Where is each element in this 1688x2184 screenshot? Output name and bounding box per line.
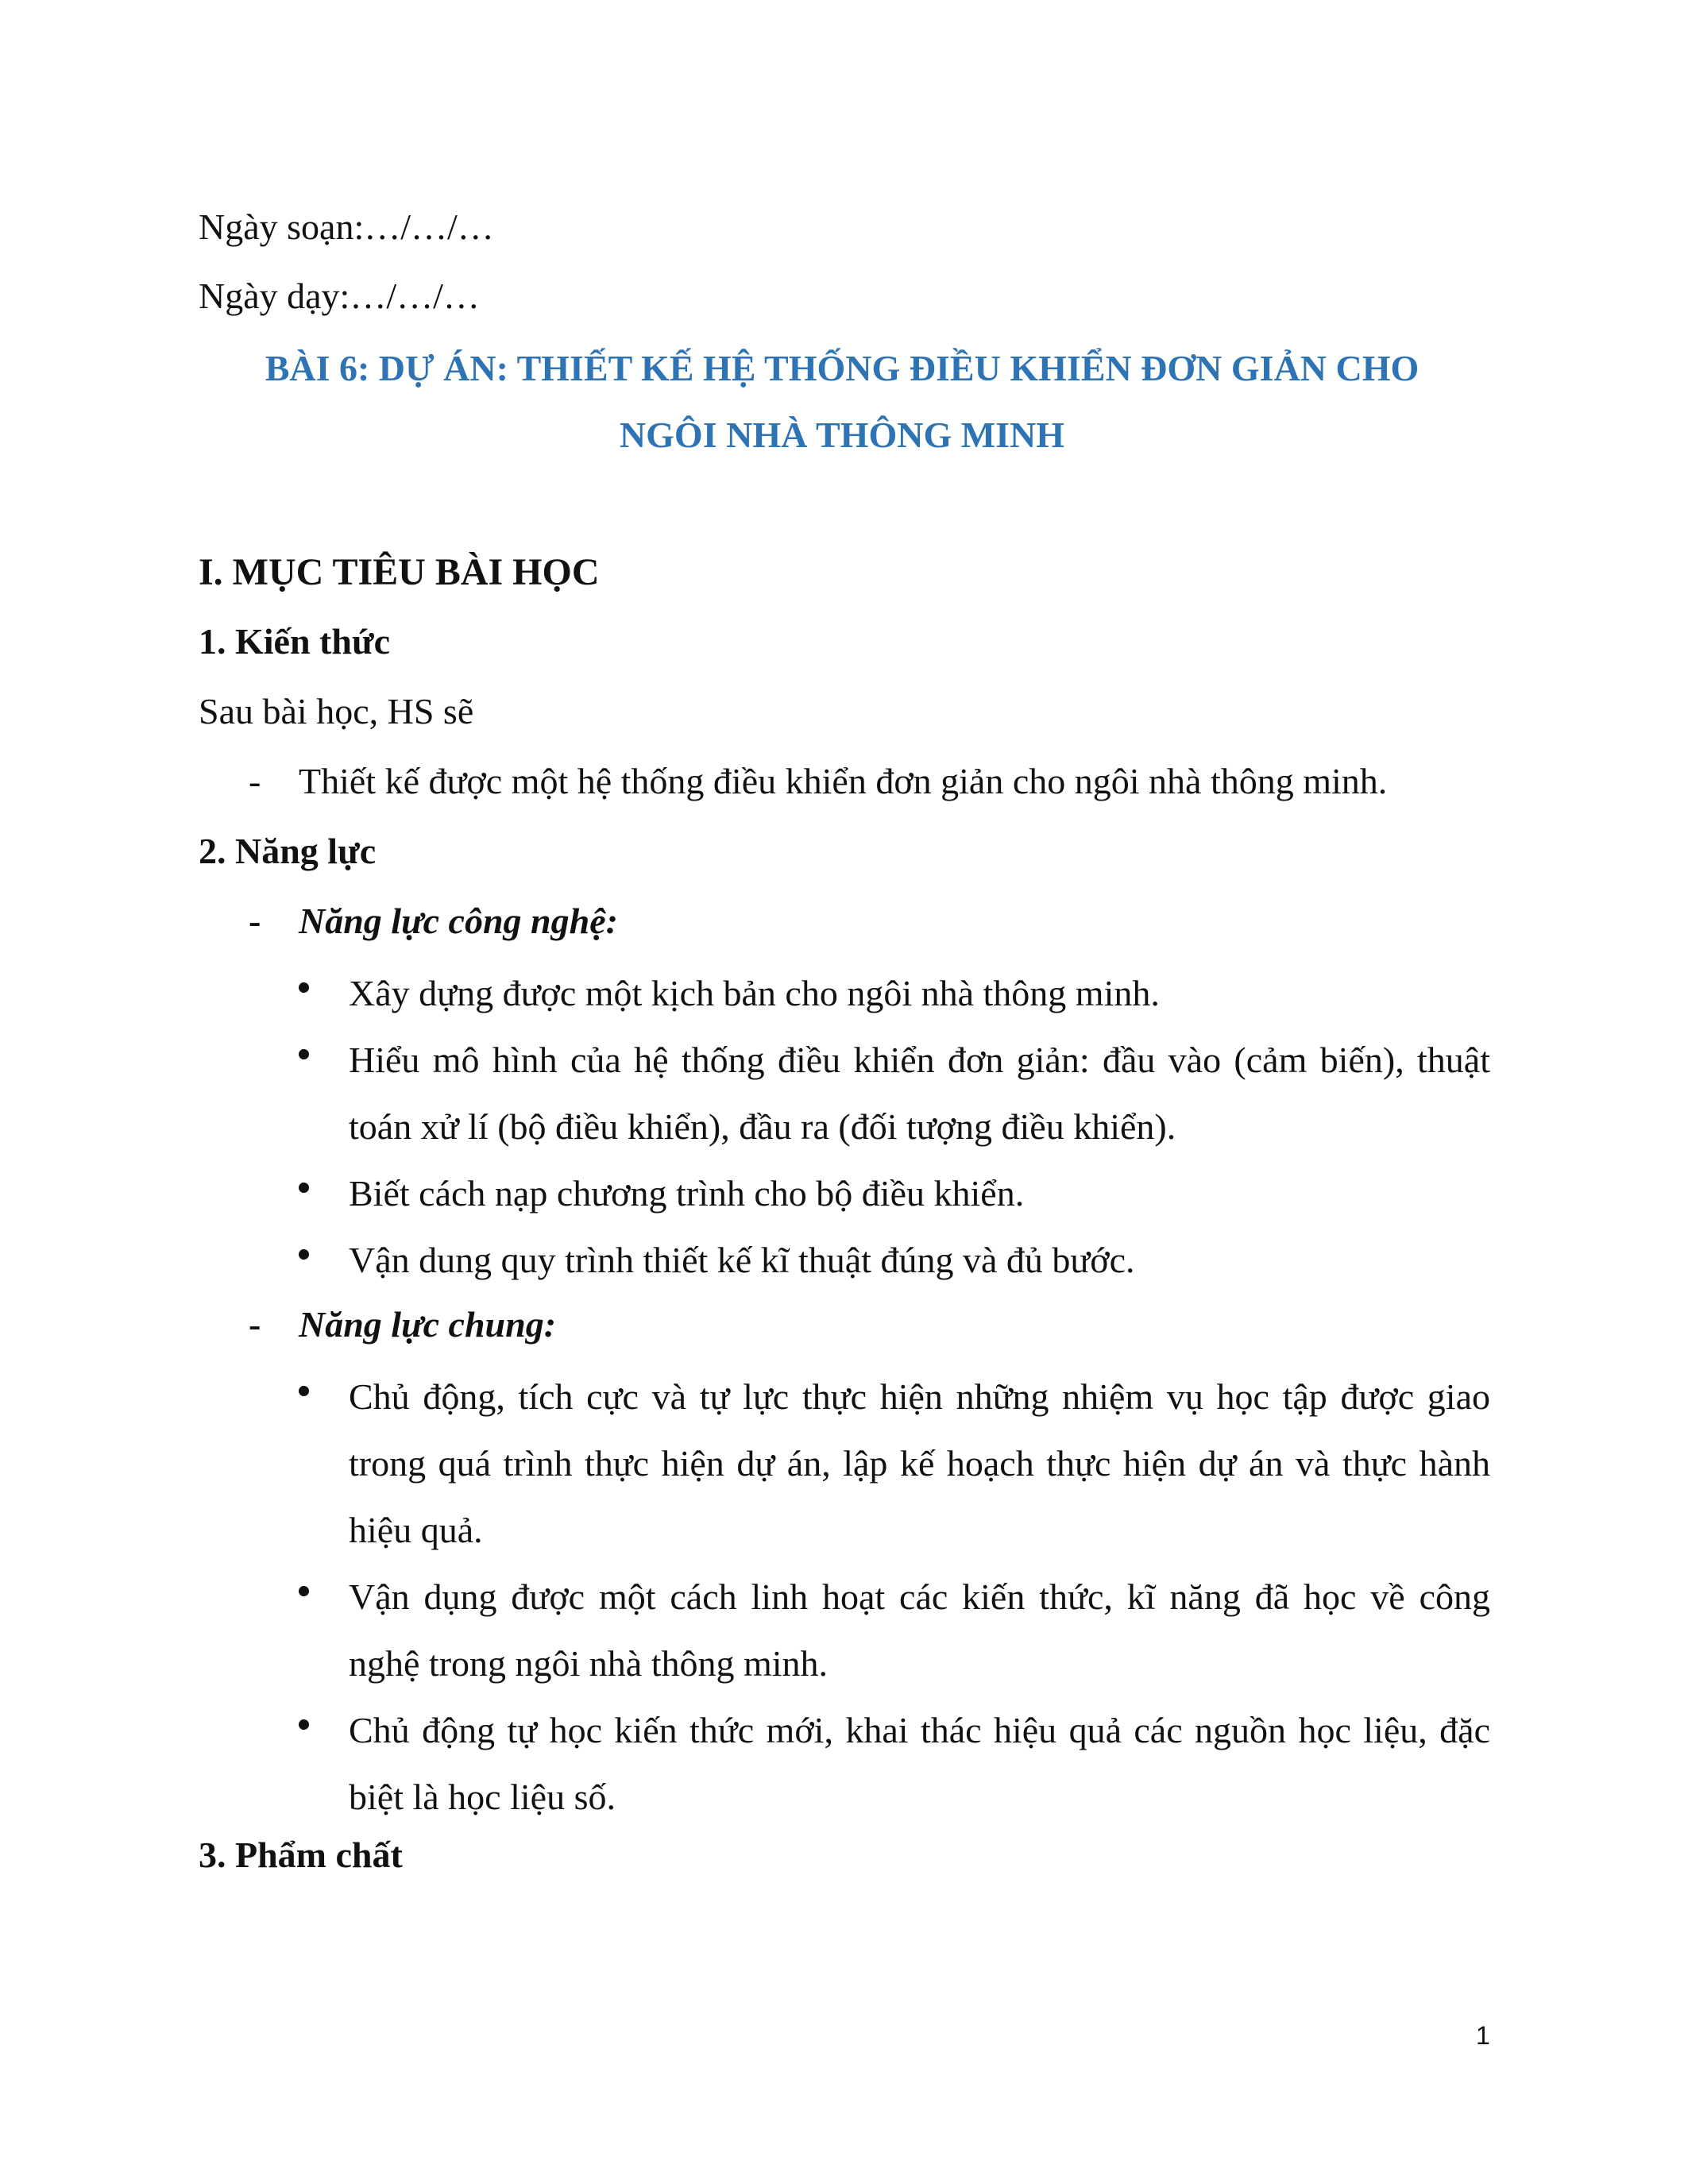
knowledge-item: Thiết kế được một hệ thống điều khiển đơn giản cho ngôi nhà thông minh.	[299, 761, 1388, 801]
dash-marker: -	[249, 901, 261, 941]
bullet-icon	[299, 1586, 309, 1596]
bullet-icon	[299, 1719, 309, 1730]
page-number: 1	[1476, 2021, 1490, 2050]
subheading-qualities: 3. Phẩm chất	[199, 1835, 403, 1875]
bullet-icon	[299, 1249, 309, 1260]
general-item-2: Vận dụng được một cách linh hoạt các kiến thức, kĩ năng đã học về công nghệ trong ngôi nhà thông minh.	[349, 1576, 1490, 1684]
bullet-icon	[299, 982, 309, 993]
dash-marker: -	[249, 1304, 261, 1345]
bullet-icon	[299, 1183, 309, 1193]
general-item-3: Chủ động tự học kiến thức mới, khai thác hiệu quả các nguồn học liệu, đặc biệt là học liệu số.	[349, 1710, 1490, 1817]
tech-item-3: Biết cách nạp chương trình cho bộ điều khiển.	[349, 1173, 1025, 1214]
subheading-competency: 2. Năng lực	[199, 831, 377, 871]
dash-marker: -	[249, 761, 261, 801]
subheading-knowledge: 1. Kiến thức	[199, 621, 390, 662]
knowledge-intro: Sau bài học, HS sẽ	[199, 691, 474, 731]
date-taught: Ngày dạy:…/…/…	[199, 276, 480, 316]
bullet-icon	[299, 1049, 309, 1059]
general-item-1: Chủ động, tích cực và tự lực thực hiện những nhiệm vụ học tập được giao trong quá trình thực hiện dự án, lập kế hoạch thực hiện dự án và thực hành hiệu quả.	[349, 1376, 1490, 1550]
date-prepared: Ngày soạn:…/…/…	[199, 206, 494, 247]
tech-item-4: Vận dung quy trình thiết kế kĩ thuật đúng và đủ bước.	[349, 1240, 1135, 1280]
tech-item-1: Xây dựng được một kịch bản cho ngôi nhà thông minh.	[349, 973, 1160, 1013]
general-competency-label: Năng lực chung:	[299, 1304, 557, 1345]
bullet-icon	[299, 1386, 309, 1396]
lesson-title-line-1: BÀI 6: DỰ ÁN: THIẾT KẾ HỆ THỐNG ĐIỀU KHIỂN ĐƠN GIẢN CHO	[265, 348, 1420, 388]
section-heading-objectives: I. MỤC TIÊU BÀI HỌC	[199, 551, 600, 593]
tech-competency-label: Năng lực công nghệ:	[299, 901, 618, 941]
tech-item-2: Hiểu mô hình của hệ thống điều khiển đơn giản: đầu vào (cảm biến), thuật toán xử lí (bộ điều khiển), đầu ra (đối tượng điều khiển).	[349, 1040, 1490, 1147]
lesson-title-line-2: NGÔI NHÀ THÔNG MINH	[619, 415, 1065, 455]
